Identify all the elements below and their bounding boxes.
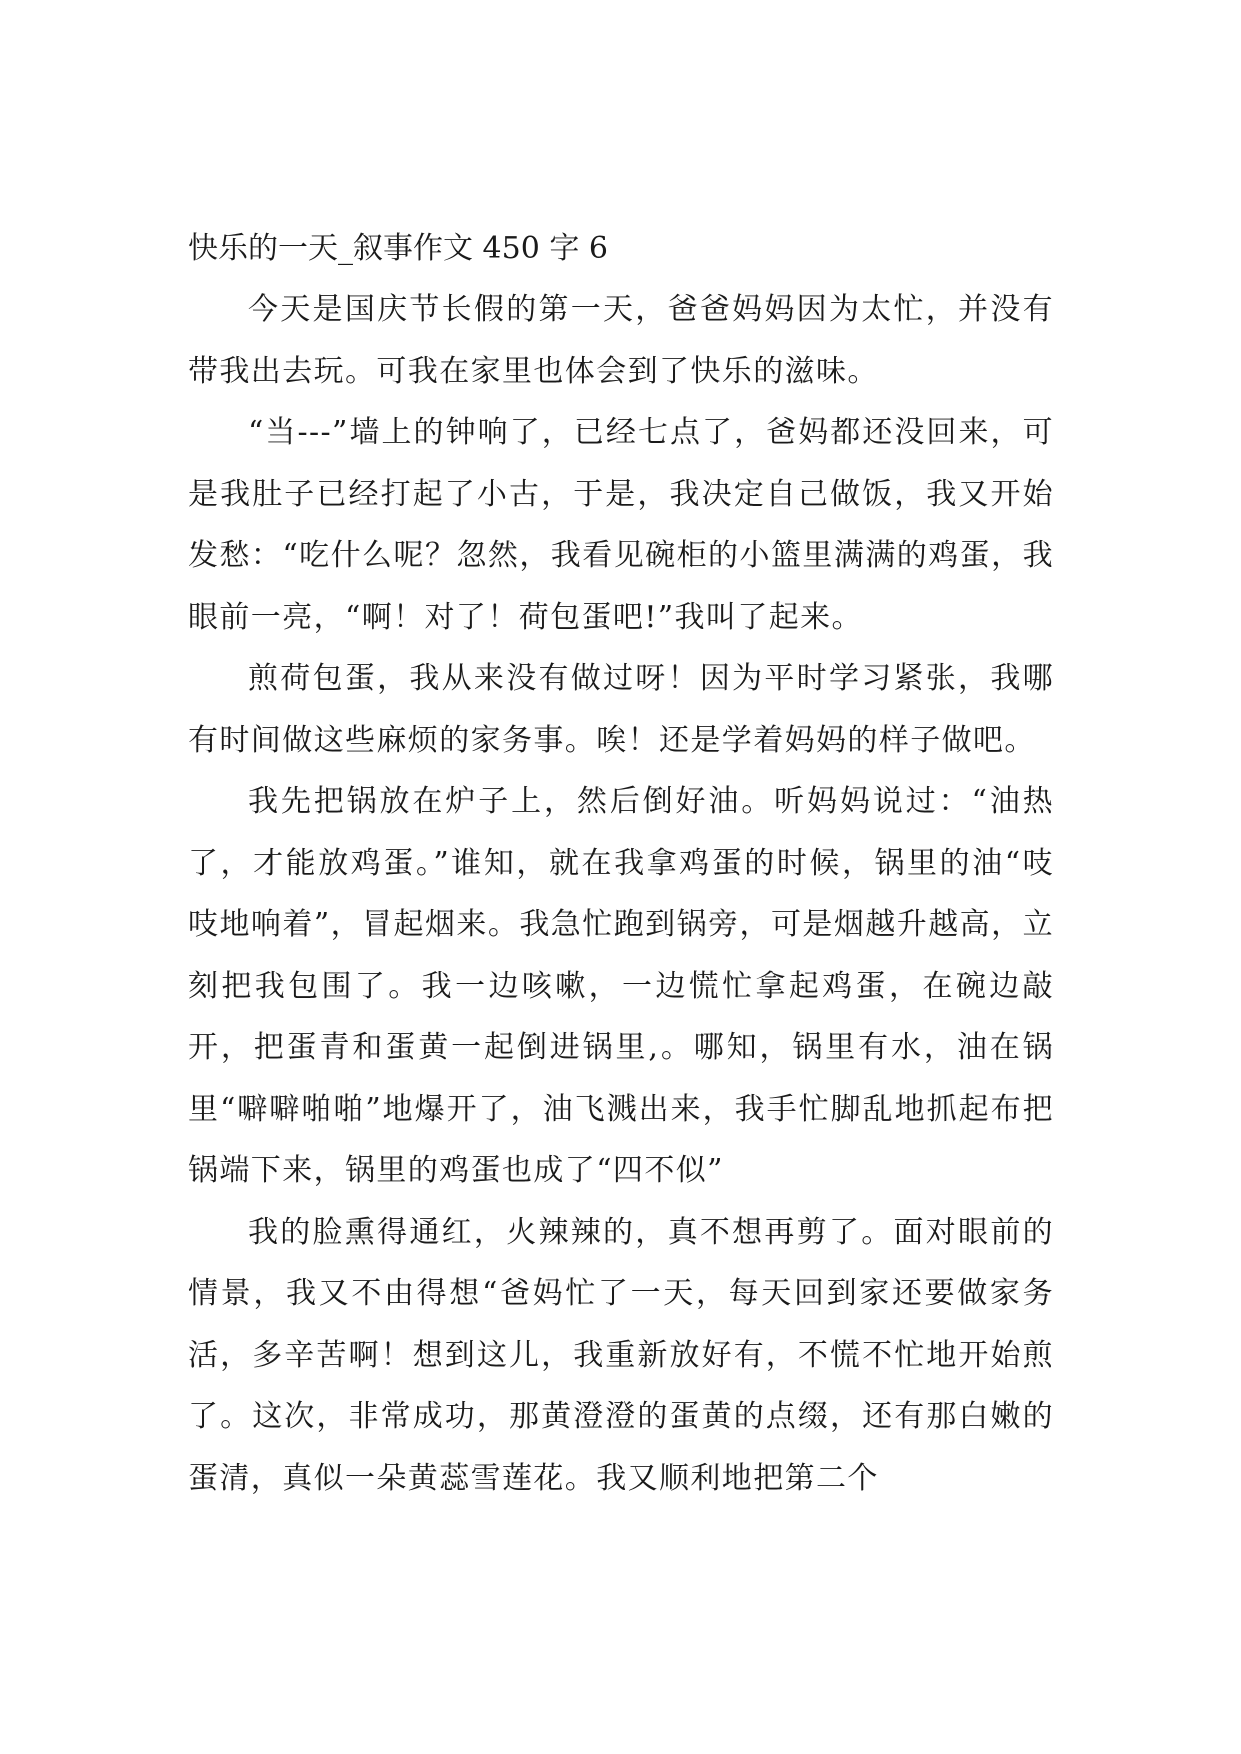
paragraph-5: 我的脸熏得通红，火辣辣的，真不想再剪了。面对眼前的情景，我又不由得想“爸妈忙了一天，每天回到家还要做家务活，多辛苦啊！想到这儿，我重新放好有，不慌不忙地开始煎了。这次，非常成功，那黄澄澄的蛋黄的点缀，还有那白嫩的蛋清，真似一朵黄蕊雪莲花。我又顺利地把第二个 (188, 1214, 1054, 1496)
paragraph-3: 煎荷包蛋，我从来没有做过呀！因为平时学习紧张，我哪有时间做这些麻烦的家务事。唉！还是学着妈妈的样子做吧。 (188, 661, 1054, 758)
paragraph-4: 我先把锅放在炉子上，然后倒好油。听妈妈说过：“油热了，才能放鸡蛋。”谁知，就在我拿鸡蛋的时候，锅里的油“吱吱地响着”，冒起烟来。我急忙跑到锅旁，可是烟越升越高，立刻把我包围了。我一边咳嗽，一边慌忙拿起鸡蛋，在碗边敲开，把蛋青和蛋黄一起倒进锅里,。哪知，锅里有水，油在锅里“噼噼啪啪”地爆开了，油飞溅出来，我手忙脚乱地抓起布把锅端下来，锅里的鸡蛋也成了“四不似” (188, 784, 1054, 1188)
paragraph-2: “当---”墙上的钟响了，已经七点了，爸妈都还没回来，可是我肚子已经打起了小古，于是，我决定自己做饭，我又开始发愁：“吃什么呢？忽然，我看见碗柜的小篮里满满的鸡蛋，我眼前一亮，“啊！对了！荷包蛋吧!”我叫了起来。 (188, 415, 1054, 635)
document-title: 快乐的一天_叙事作文 450 字 6 (188, 231, 608, 266)
paragraph-1: 今天是国庆节长假的第一天，爸爸妈妈因为太忙，并没有带我出去玩。可我在家里也体会到了快乐的滋味。 (188, 292, 1054, 389)
document-body (188, 279, 1054, 1509)
